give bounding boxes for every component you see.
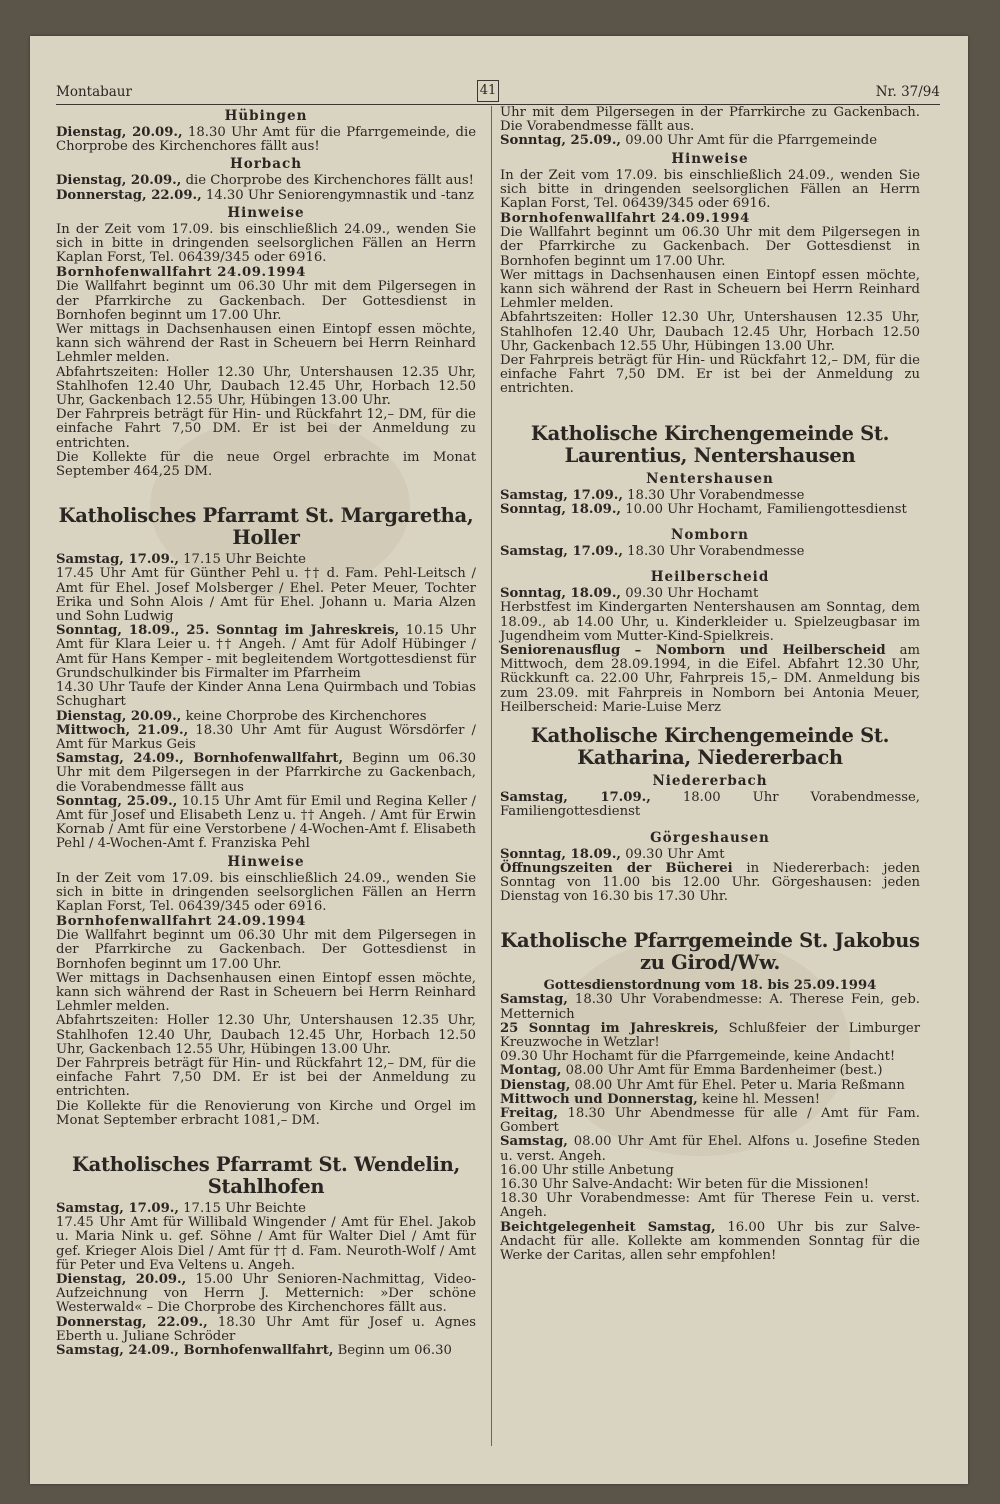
paragraph [500, 311, 920, 354]
section-subheading: Heilberscheid [650, 569, 770, 586]
paragraph [56, 1014, 476, 1057]
paragraph-text: 18.30 Uhr Vorabendmesse [622, 544, 805, 560]
paragraph-text: Abfahrtszeiten: Holler 12.30 Uhr, Untershausen 12.35 Uhr, Stahlhofen 12.40 Uhr, Daubach 12.45 Uhr, Horbach 12.50 Uhr, Gackenbach 12.55 Uhr, Hübingen 13.00 Uhr. [56, 1013, 476, 1057]
paragraph [500, 106, 920, 134]
paragraph-lead: Sonntag, 18.09., [500, 501, 622, 517]
paragraph-text: Die Wallfahrt beginnt um 06.30 Uhr mit dem Pilgersegen in der Pfarrkirche zu Gackenbach. Der Gottesdienst in Bornhofen beginnt um 17.00 Uhr. [56, 928, 476, 972]
paragraph [56, 366, 476, 409]
paragraph [56, 872, 476, 915]
paragraph [56, 710, 476, 724]
page-header [56, 80, 940, 105]
paragraph-lead: Samstag, [500, 1134, 568, 1150]
paragraph [500, 791, 920, 819]
paragraph-text: 14.30 Uhr Seniorengymnastik und -tanz [201, 187, 474, 203]
left-column [56, 106, 476, 1358]
paragraph-lead: Samstag, 17.09., [500, 790, 651, 806]
paragraph [500, 1135, 920, 1163]
paragraph-lead: Seniorenausflug – Nomborn und Heilberscheid [500, 643, 886, 659]
paragraph-lead: Dienstag, 20.09., [56, 708, 182, 724]
announcement-heading: Bornhofenwallfahrt 24.09.1994 [56, 914, 306, 930]
announcement-heading: Bornhofenwallfahrt 24.09.1994 [500, 211, 750, 227]
paragraph [56, 567, 476, 624]
paragraph-text: 18.30 Uhr Vorabendmesse [622, 487, 805, 503]
column-divider [491, 106, 492, 1446]
paragraph [56, 752, 476, 795]
newspaper-page [30, 36, 968, 1484]
paragraph-text: 10.15 Uhr Amt für Klara Leier u. †† Angeh. / Amt für Adolf Hübinger / Amt für Hans Kemper - mit begleitendem Wortgottesdienst für Grundschulkinder bis Firmalter im Pfarrheim [56, 623, 476, 681]
section-subheading: Hinweise [671, 150, 749, 167]
paragraph-text: 18.30 Uhr Amt für August Wörsdörfer / Amt für Markus Geis [56, 722, 476, 752]
parish-heading: Katholische Kirchengemeinde St. Katharina, Niedererbach [530, 724, 890, 770]
paragraph [56, 451, 476, 479]
paragraph-text: 08.00 Uhr Amt für Emma Bardenheimer (best.) [561, 1063, 883, 1079]
paragraph [500, 848, 920, 862]
section-subheading: Niedererbach [652, 773, 768, 790]
spacer [500, 517, 920, 525]
paragraph-text: 18.30 Uhr Amt für Josef u. Agnes Eberth u. Juliane Schröder [56, 1314, 477, 1344]
paragraph [56, 280, 476, 323]
paragraph-text: 15.00 Uhr Senioren-Nachmittag, Video-Aufzeichnung von Herrn J. Metternich: »Der schöne Westerwald« – Die Chorprobe des Kirchenchores fällt aus. [56, 1272, 476, 1316]
paragraph-text: 16.00 Uhr bis zur Salve-Andacht für alle. Kollekte am kommenden Sonntag für die Werke der Caritas, allen sehr empfohlen! [500, 1219, 920, 1263]
paragraph-text: 18.30 Uhr Abendmesse für alle / Amt für Fam. Gombert [500, 1105, 920, 1136]
paragraph-text: 17.45 Uhr Amt für Günther Pehl u. †† d. Fam. Pehl-Leitsch / Amt für Ehel. Josef Molsberger / Ehel. Peter Meuer, Tochter Erika und Sohn Alois / Amt für Ehel. Johann u. Maria Alzen und Sohn Ludwig [56, 566, 476, 625]
paragraph-lead: Samstag, 24.09., Bornhofenwallfahrt, [56, 1343, 334, 1359]
paragraph [500, 1107, 920, 1135]
right-column [500, 106, 920, 1263]
paragraph-text: In der Zeit vom 17.09. bis einschließlich 24.09., wenden Sie sich bitte in dringenden seelsorglichen Fällen an Herrn Kaplan Forst, Tel. 06439/345 oder 6916. [500, 167, 920, 212]
paragraph [500, 1050, 920, 1064]
section-subheading: Hübingen [224, 108, 308, 124]
paragraph-text: Herbstfest im Kindergarten Nentershausen am Sonntag, dem 18.09., ab 14.00 Uhr, u. Kinderkleider u. Spielzeugbasar im Jugendheim vom Mutter-Kind-Spielkreis. [500, 600, 920, 644]
paragraph [56, 189, 476, 203]
paragraph-lead: Sonntag, 18.09., [500, 586, 622, 602]
paragraph-text: Die Kollekte für die neue Orgel erbrachte im Monat September 464,25 DM. [56, 449, 476, 480]
paragraph [500, 601, 920, 644]
paragraph [500, 169, 920, 212]
parish-heading: Katholische Pfarrgemeinde St. Jakobus zu Girod/Ww. [500, 929, 920, 975]
paragraph [500, 1079, 920, 1093]
paragraph-text: Beginn um 06.30 Uhr mit dem Pilgersegen in der Pfarrkirche zu Gackenbach, die Vorabendmesse fällt aus [56, 751, 477, 795]
paragraph [500, 134, 920, 148]
paragraph-text: 09.30 Uhr Hochamt [621, 586, 759, 602]
paragraph-lead: Samstag, 17.09., [56, 552, 179, 568]
paragraph-text: in Niedererbach: jeden Sonntag von 11.00 bis 12.00 Uhr. Görgeshausen: jeden Dienstag von 16.30 bis 17.30 Uhr. [500, 860, 921, 905]
paragraph-text: Die Wallfahrt beginnt um 06.30 Uhr mit dem Pilgersegen in der Pfarrkirche zu Gackenbach. Der Gottesdienst in Bornhofen beginnt um 17.00 Uhr. [56, 279, 476, 323]
paragraph-text: 10.00 Uhr Hochamt, Familiengottesdienst [621, 501, 907, 517]
paragraph-lead: 25 Sonntag im Jahreskreis, [500, 1020, 719, 1036]
header-town: Montabaur [56, 84, 132, 100]
paragraph [500, 862, 920, 905]
paragraph-text: 17.45 Uhr Amt für Willibald Wingender / Amt für Ehel. Jakob u. Maria Nink u. gef. Söhne / Amt für Walter Diel / Amt für gef. Krieger Alois Diel / Amt für †† d. Fam. Neuroth-Wolf / Amt für Peter und Eva Veltens u. Angeh. [56, 1215, 476, 1273]
paragraph-lead: Öffnungszeiten der Bücherei [500, 860, 733, 876]
parish-heading: Katholisches Pfarramt St. Wendelin, Stahlhofen [72, 1152, 460, 1198]
paragraph-lead: Sonntag, 25.09., [500, 133, 622, 149]
paragraph [500, 993, 920, 1021]
paragraph [500, 587, 920, 601]
section-subheading: Nomborn [670, 527, 749, 544]
paragraph-lead: Mittwoch, 21.09., [56, 722, 189, 738]
spacer [500, 904, 920, 928]
paragraph-text: Uhr mit dem Pilgersegen in der Pfarrkirche zu Gackenbach. Die Vorabendmesse fällt aus. [500, 105, 920, 135]
paragraph [56, 972, 476, 1015]
paragraph [56, 1216, 476, 1273]
parish-heading: Katholisches Pfarramt St. Margaretha, Holler [58, 504, 474, 550]
paragraph-lead: Freitag, [500, 1105, 558, 1121]
paragraph-lead: Beichtgelegenheit Samstag, [500, 1219, 716, 1235]
paragraph-lead: Dienstag, 20.09., [56, 173, 182, 189]
paragraph-text: 17.15 Uhr Beichte [178, 552, 306, 568]
paragraph-lead: Dienstag, 20.09., [56, 125, 183, 140]
paragraph-text: 18.30 Uhr Vorabendmesse: A. Therese Fein, geb. Metternich [500, 992, 920, 1022]
section-subheading: Görgeshausen [650, 829, 770, 846]
paragraph-text: 09.00 Uhr Amt für die Pfarrgemeinde [621, 133, 878, 149]
paragraph-text: 18.00 Uhr Vorabendmesse, Familiengottesdienst [500, 790, 921, 820]
paragraph-lead: Dienstag, 20.09., [56, 1272, 187, 1287]
spacer [500, 397, 920, 421]
paragraph-text: Die Kollekte für die Renovierung von Kirche und Orgel im Monat September erbracht 1081,– DM. [56, 1098, 476, 1128]
paragraph [500, 1022, 920, 1050]
spacer [500, 820, 920, 828]
paragraph [56, 408, 476, 451]
paragraph [56, 553, 476, 567]
paragraph-text: Wer mittags in Dachsenhausen einen Eintopf essen möchte, kann sich während der Rast in Scheuern bei Herrn Reinhard Lehmler melden. [56, 970, 476, 1015]
paragraph [56, 624, 476, 681]
paragraph-text: 08.00 Uhr Amt für Ehel. Alfons u. Josefine Steden u. verst. Angeh. [500, 1134, 920, 1164]
paragraph-text: 18.30 Uhr Amt für die Pfarrgemeinde, die Chorprobe des Kirchenchores fällt aus! [56, 125, 476, 155]
paragraph [56, 929, 476, 972]
paragraph [500, 1064, 920, 1078]
announcement-heading: Bornhofenwallfahrt 24.09.1994 [56, 265, 306, 281]
paragraph-text: keine Chorprobe des Kirchenchores [181, 708, 427, 724]
paragraph-lead: Samstag, [500, 992, 568, 1008]
paragraph [500, 545, 920, 559]
paragraph-lead: Sonntag, 25.09., [56, 793, 178, 809]
paragraph [56, 323, 476, 366]
issue-number: Nr. 37/94 [875, 84, 940, 100]
paragraph-text: 14.30 Uhr Taufe der Kinder Anna Lena Quirmbach und Tobias Schughart [56, 680, 476, 710]
paragraph-text: In der Zeit vom 17.09. bis einschließlich 24.09., wenden Sie sich in bitte in dringenden seelsorglichen Fällen an Herrn Kaplan Forst, Tel. 06439/345 oder 6916. [56, 870, 476, 914]
paragraph [500, 1192, 920, 1220]
paragraph-text: Wer mittags in Dachsenhausen einen Eintopf essen möchte, kann sich während der Rast in Scheuern bei Herrn Reinhard Lehmler melden. [56, 322, 476, 366]
paragraph-text: keine hl. Messen! [697, 1091, 820, 1107]
paragraph-lead: Samstag, 17.09., [500, 544, 623, 560]
section-subheading: Nentershausen [646, 470, 774, 487]
parish-heading: Katholische Kirchengemeinde St. Laurentius, Nentershausen [530, 421, 890, 467]
paragraph-text: 16.00 Uhr stille Anbetung [500, 1162, 674, 1178]
section-subheading: Hinweise [227, 204, 305, 221]
paragraph [56, 1100, 476, 1128]
paragraph-text: die Chorprobe des Kirchenchores fällt aus! [181, 173, 474, 189]
paragraph-text: In der Zeit vom 17.09. bis einschließlich 24.09., wenden Sie sich in bitte in dringenden seelsorglichen Fällen an Herrn Kaplan Forst, Tel. 06439/345 oder 6916. [56, 221, 476, 266]
paragraph [56, 1057, 476, 1100]
paragraph [500, 1221, 920, 1264]
paragraph [56, 724, 476, 752]
paragraph-lead: Donnerstag, 22.09., [56, 1314, 208, 1330]
paragraph [500, 226, 920, 269]
page-number: 41 [477, 80, 499, 102]
paragraph [56, 126, 476, 154]
paragraph-lead: Samstag, 17.09., [56, 1200, 179, 1216]
paragraph-text: Wer mittags in Dachsenhausen einen Eintopf essen möchte, kann sich während der Rast in Scheuern bei Herrn Reinhard Lehmler melden. [500, 267, 920, 312]
paragraph-text: 16.30 Uhr Salve-Andacht: Wir beten für die Missionen! [500, 1176, 870, 1192]
paragraph [56, 681, 476, 709]
paragraph [56, 795, 476, 852]
paragraph-text: Der Fahrpreis beträgt für Hin- und Rückfahrt 12,– DM, für die einfache Fahrt 7,50 DM. Er ist bei der Anmeldung zu entrichten. [500, 353, 920, 397]
paragraph-text: Abfahrtszeiten: Holler 12.30 Uhr, Untershausen 12.35 Uhr, Stahlhofen 12.40 Uhr, Daubach 12.45 Uhr, Horbach 12.50 Uhr, Gackenbach 12.55 Uhr, Hübingen 13.00 Uhr. [56, 364, 476, 409]
section-subheading: Hinweise [227, 853, 305, 870]
paragraph-lead: Sonntag, 18.09., 25. Sonntag im Jahreskreis, [56, 623, 400, 639]
paragraph [500, 503, 920, 517]
spacer [500, 559, 920, 567]
paragraph-lead: Mittwoch und Donnerstag, [500, 1091, 698, 1107]
paragraph [500, 1164, 920, 1178]
paragraph [56, 1273, 476, 1316]
paragraph-lead: Dienstag, [500, 1077, 571, 1093]
schedule-heading: Gottesdienstordnung vom 18. bis 25.09.1994 [543, 978, 877, 994]
paragraph [56, 1202, 476, 1216]
paragraph-text: Der Fahrpreis beträgt für Hin- und Rückfahrt 12,– DM, für die einfache Fahrt 7,50 DM. Er ist bei der Anmeldung zu entrichten. [56, 1055, 476, 1100]
section-subheading: Horbach [229, 156, 303, 173]
spacer [56, 479, 476, 503]
paragraph [56, 1344, 476, 1358]
paragraph-text: 09.30 Uhr Amt [621, 846, 725, 862]
paragraph [500, 1178, 920, 1192]
paragraph-lead: Sonntag, 18.09., [500, 846, 622, 862]
paragraph-text: Schlußfeier der Limburger Kreuzwoche in Wetzlar! [500, 1020, 921, 1050]
paragraph [500, 644, 920, 715]
spacer [56, 1128, 476, 1152]
paragraph-text: 18.30 Uhr Vorabendmesse: Amt für Therese Fein u. verst. Angeh. [500, 1191, 920, 1221]
paragraph-text: Die Wallfahrt beginnt um 06.30 Uhr mit dem Pilgersegen in der Pfarrkirche zu Gackenbach. Der Gottesdienst in Bornhofen beginnt um 17.00 Uhr. [500, 225, 920, 269]
paragraph-text: 10.15 Uhr Amt für Emil und Regina Keller / Amt für Josef und Elisabeth Lenz u. †† Angeh. / Amt für Erwin Kornab / Amt für eine Verstorbene / 4-Wochen-Amt f. Elisabeth Pehl / 4-Wochen-Amt f. Franziska Pehl [56, 793, 476, 852]
paragraph [500, 269, 920, 312]
paragraph-lead: Donnerstag, 22.09., [56, 187, 202, 203]
paragraph [56, 1316, 476, 1344]
paragraph-text: Beginn um 06.30 [333, 1343, 452, 1359]
paragraph [500, 489, 920, 503]
paragraph-text: Abfahrtszeiten: Holler 12.30 Uhr, Untershausen 12.35 Uhr, Stahlhofen 12.40 Uhr, Daubach 12.45 Uhr, Horbach 12.50 Uhr, Gackenbach 12.55 Uhr, Hübingen 13.00 Uhr. [500, 310, 920, 354]
paragraph [500, 1093, 920, 1107]
paragraph-text: 08.00 Uhr Amt für Ehel. Peter u. Maria Reßmann [570, 1077, 905, 1093]
paragraph-lead: Samstag, 17.09., [500, 487, 623, 503]
paragraph-text: 09.30 Uhr Hochamt für die Pfarrgemeinde, keine Andacht! [500, 1049, 896, 1065]
paragraph-text: am Mittwoch, dem 28.09.1994, in die Eifel. Abfahrt 12.30 Uhr, Rückkunft ca. 22.00 Uhr, Fahrpreis 15,– DM. Anmeldung bis zum 23.09. mit Fahrpreis in Nomborn bei Antonia Meuer, Heilberscheid: Marie-Luise Merz [500, 643, 920, 715]
paragraph [56, 223, 476, 266]
paragraph [56, 174, 476, 188]
paragraph [500, 354, 920, 397]
paragraph-lead: Samstag, 24.09., Bornhofenwallfahrt, [56, 751, 344, 767]
paragraph-text: Der Fahrpreis beträgt für Hin- und Rückfahrt 12,– DM, für die einfache Fahrt 7,50 DM. Er ist bei der Anmeldung zu entrichten. [56, 407, 476, 451]
spacer [500, 715, 920, 723]
paragraph-text: 17.15 Uhr Beichte [178, 1200, 306, 1216]
paragraph-lead: Montag, [500, 1063, 562, 1079]
